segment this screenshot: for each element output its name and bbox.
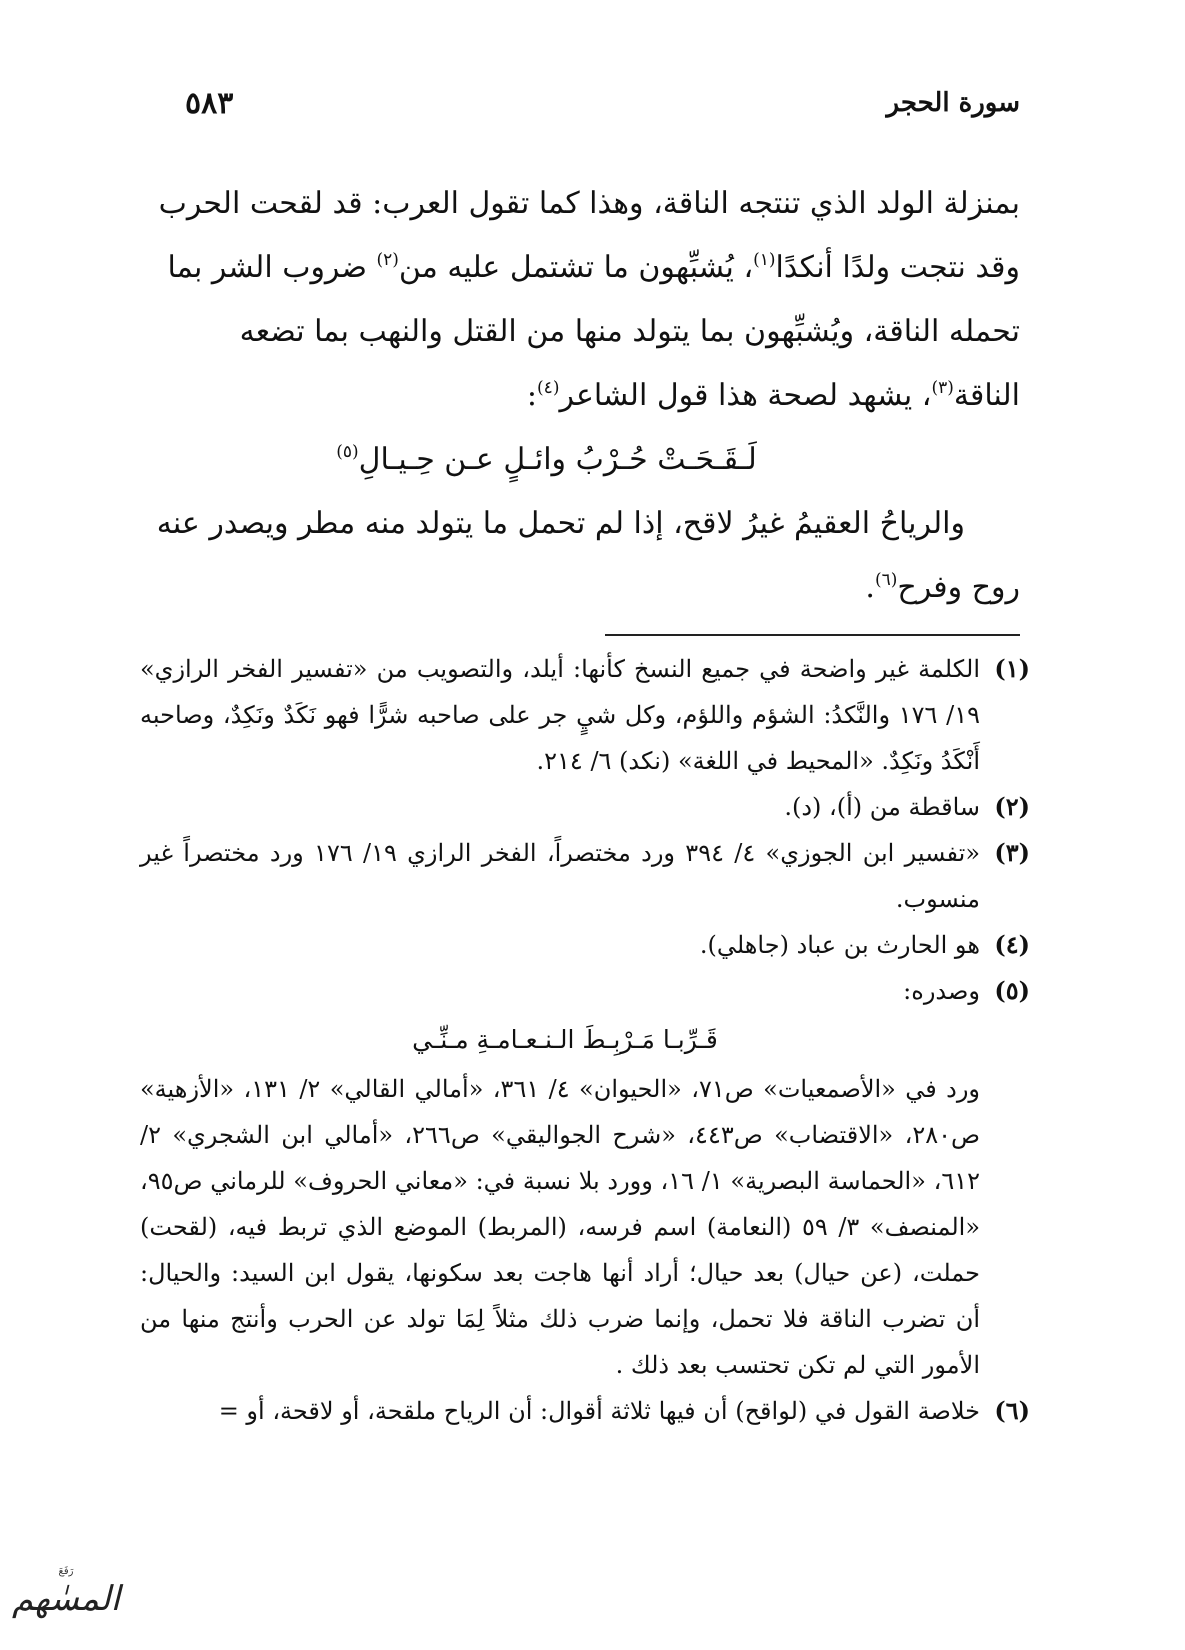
footnote-separator (605, 634, 1020, 636)
footnote-5-verse: قَـرِّبـا مَـرْبِـطَ الـنـعـامـةِ مـنِّـي (412, 1025, 718, 1054)
footnote-3 (140, 830, 1030, 922)
main-line-5 (133, 492, 1020, 556)
footnote-number: (١) (994, 654, 1030, 683)
footnote-text: وصدره: (903, 977, 980, 1005)
footnote-2 (140, 784, 1030, 830)
surah-title: سورة الحجر (886, 88, 1020, 118)
verse-text: لَـقَـحَـتْ حُـرْبُ وائـلٍ عـن حِـيـالِ (358, 442, 757, 477)
footnote-number: (٣) (994, 838, 1030, 867)
text-run: ، يُشبِّهون ما تشتمل عليه من (398, 250, 754, 285)
text-run: تحمله الناقة، ويُشبِّهون بما يتولد منها من القتل والنهب بما تضعه (239, 314, 1020, 349)
text-run: : (526, 378, 538, 413)
footnote-text: «تفسير ابن الجوزي» ٤/ ٣٩٤ ورد مختصراً، الفخر الرازي ١٩/ ١٧٦ ورد مختصراً غير منسوب. (140, 839, 981, 913)
text-run: وقد نتجت ولدًا أنكدًا (775, 250, 1020, 285)
watermark-main: المسٰهم (11, 1579, 121, 1619)
footnote-1 (140, 646, 1030, 784)
main-line-3 (133, 300, 1020, 364)
footnote-4 (140, 922, 1030, 968)
footnote-ref-5[interactable]: (٥) (336, 442, 359, 462)
watermark-sub: رَفَعَ (58, 1566, 74, 1577)
footnotes-section (140, 646, 1030, 1434)
footnote-5 (140, 968, 1030, 1014)
text-run: ضروب الشر بما (167, 250, 377, 285)
text-run: . (865, 570, 875, 605)
main-line-2 (133, 236, 1020, 300)
footnote-ref-2[interactable]: (٢) (376, 250, 399, 270)
footnote-text: هو الحارث بن عباد (جاهلي). (699, 931, 980, 959)
main-line-4 (133, 364, 1020, 428)
footnote-number: (٤) (994, 930, 1030, 959)
text-run: روح وفرح (897, 570, 1020, 605)
page-header (185, 88, 1020, 128)
footnote-6 (140, 1388, 1030, 1434)
main-text (133, 172, 1020, 620)
watermark-logo (6, 1566, 126, 1636)
poetry-verse (133, 428, 1020, 492)
text-run: بمنزلة الولد الذي تنتجه الناقة، وهذا كما تقول العرب: قد لقحت الحرب (158, 186, 1020, 221)
footnote-ref-3[interactable]: (٣) (931, 378, 954, 398)
text-run: والرياحُ العقيمُ غيرُ لاقح، إذا لم تحمل ما يتولد منه مطر ويصدر عنه (156, 506, 965, 541)
footnote-number: (٢) (994, 792, 1030, 821)
footnote-ref-6[interactable]: (٦) (874, 570, 898, 590)
footnote-number: (٦) (994, 1396, 1030, 1425)
footnote-ref-1[interactable]: (١) (753, 250, 776, 270)
main-line-1 (133, 172, 1020, 236)
footnote-number: (٥) (994, 976, 1030, 1005)
footnote-ref-4[interactable]: (٤) (537, 378, 560, 398)
main-line-6 (133, 556, 1020, 620)
text-run: الناقة (953, 378, 1020, 413)
footnote-text: الكلمة غير واضحة في جميع النسخ كأنها: أيلد، والتصويب من «تفسير الفخر الرازي» ١٩/ ١٧٦ والنَّكدُ: الشؤم واللؤم، وكل شيٍ جر على صاحبه شرًّا فهو نَكَدٌ ونَكِدٌ، وصاحبه أَنْكَدُ ونَكِدٌ. «المحيط في اللغة» (نكد) ٦/ ٢١٤. (140, 655, 980, 775)
page-number: ٥٨٣ (185, 86, 234, 121)
footnote-text: ساقطة من (أ)، (د). (784, 793, 980, 821)
text-run: ، يشهد لصحة هذا قول الشاعر (559, 378, 932, 413)
footnote-text: خلاصة القول في (لواقح) أن فيها ثلاثة أقوال: أن الرياح ملقحة، أو لاقحة، أو = (218, 1397, 980, 1425)
footnote-5-continuation: ورد في «الأصمعيات» ص٧١، «الحيوان» ٤/ ٣٦١، «أمالي القالي» ٢/ ١٣١، «الأزهية» ص٢٨٠، «الاقتضاب» ص٤٤٣، «شرح الجواليقي» ص٢٦٦، «أمالي ابن الشجري» ٢/ ٦١٢، «الحماسة البصرية» ١/ ١٦، وورد بلا نسبة في: «معاني الحروف» للرماني ص٩٥، «المنصف» ٣/ ٥٩ (النعامة) اسم فرسه، (المربط) الموضع الذي تربط فيه، (لقحت) حملت، (عن حيال) بعد حيال؛ أراد أنها هاجت بعد سكونها، يقول ابن السيد: والحيال: أن تضرب الناقة فلا تحمل، وإنما ضرب ذلك مثلاً لِمَا تولد عن الحرب وأنتج منها من الأمور التي لم تكن تحتسب بعد ذلك . (140, 1075, 981, 1379)
